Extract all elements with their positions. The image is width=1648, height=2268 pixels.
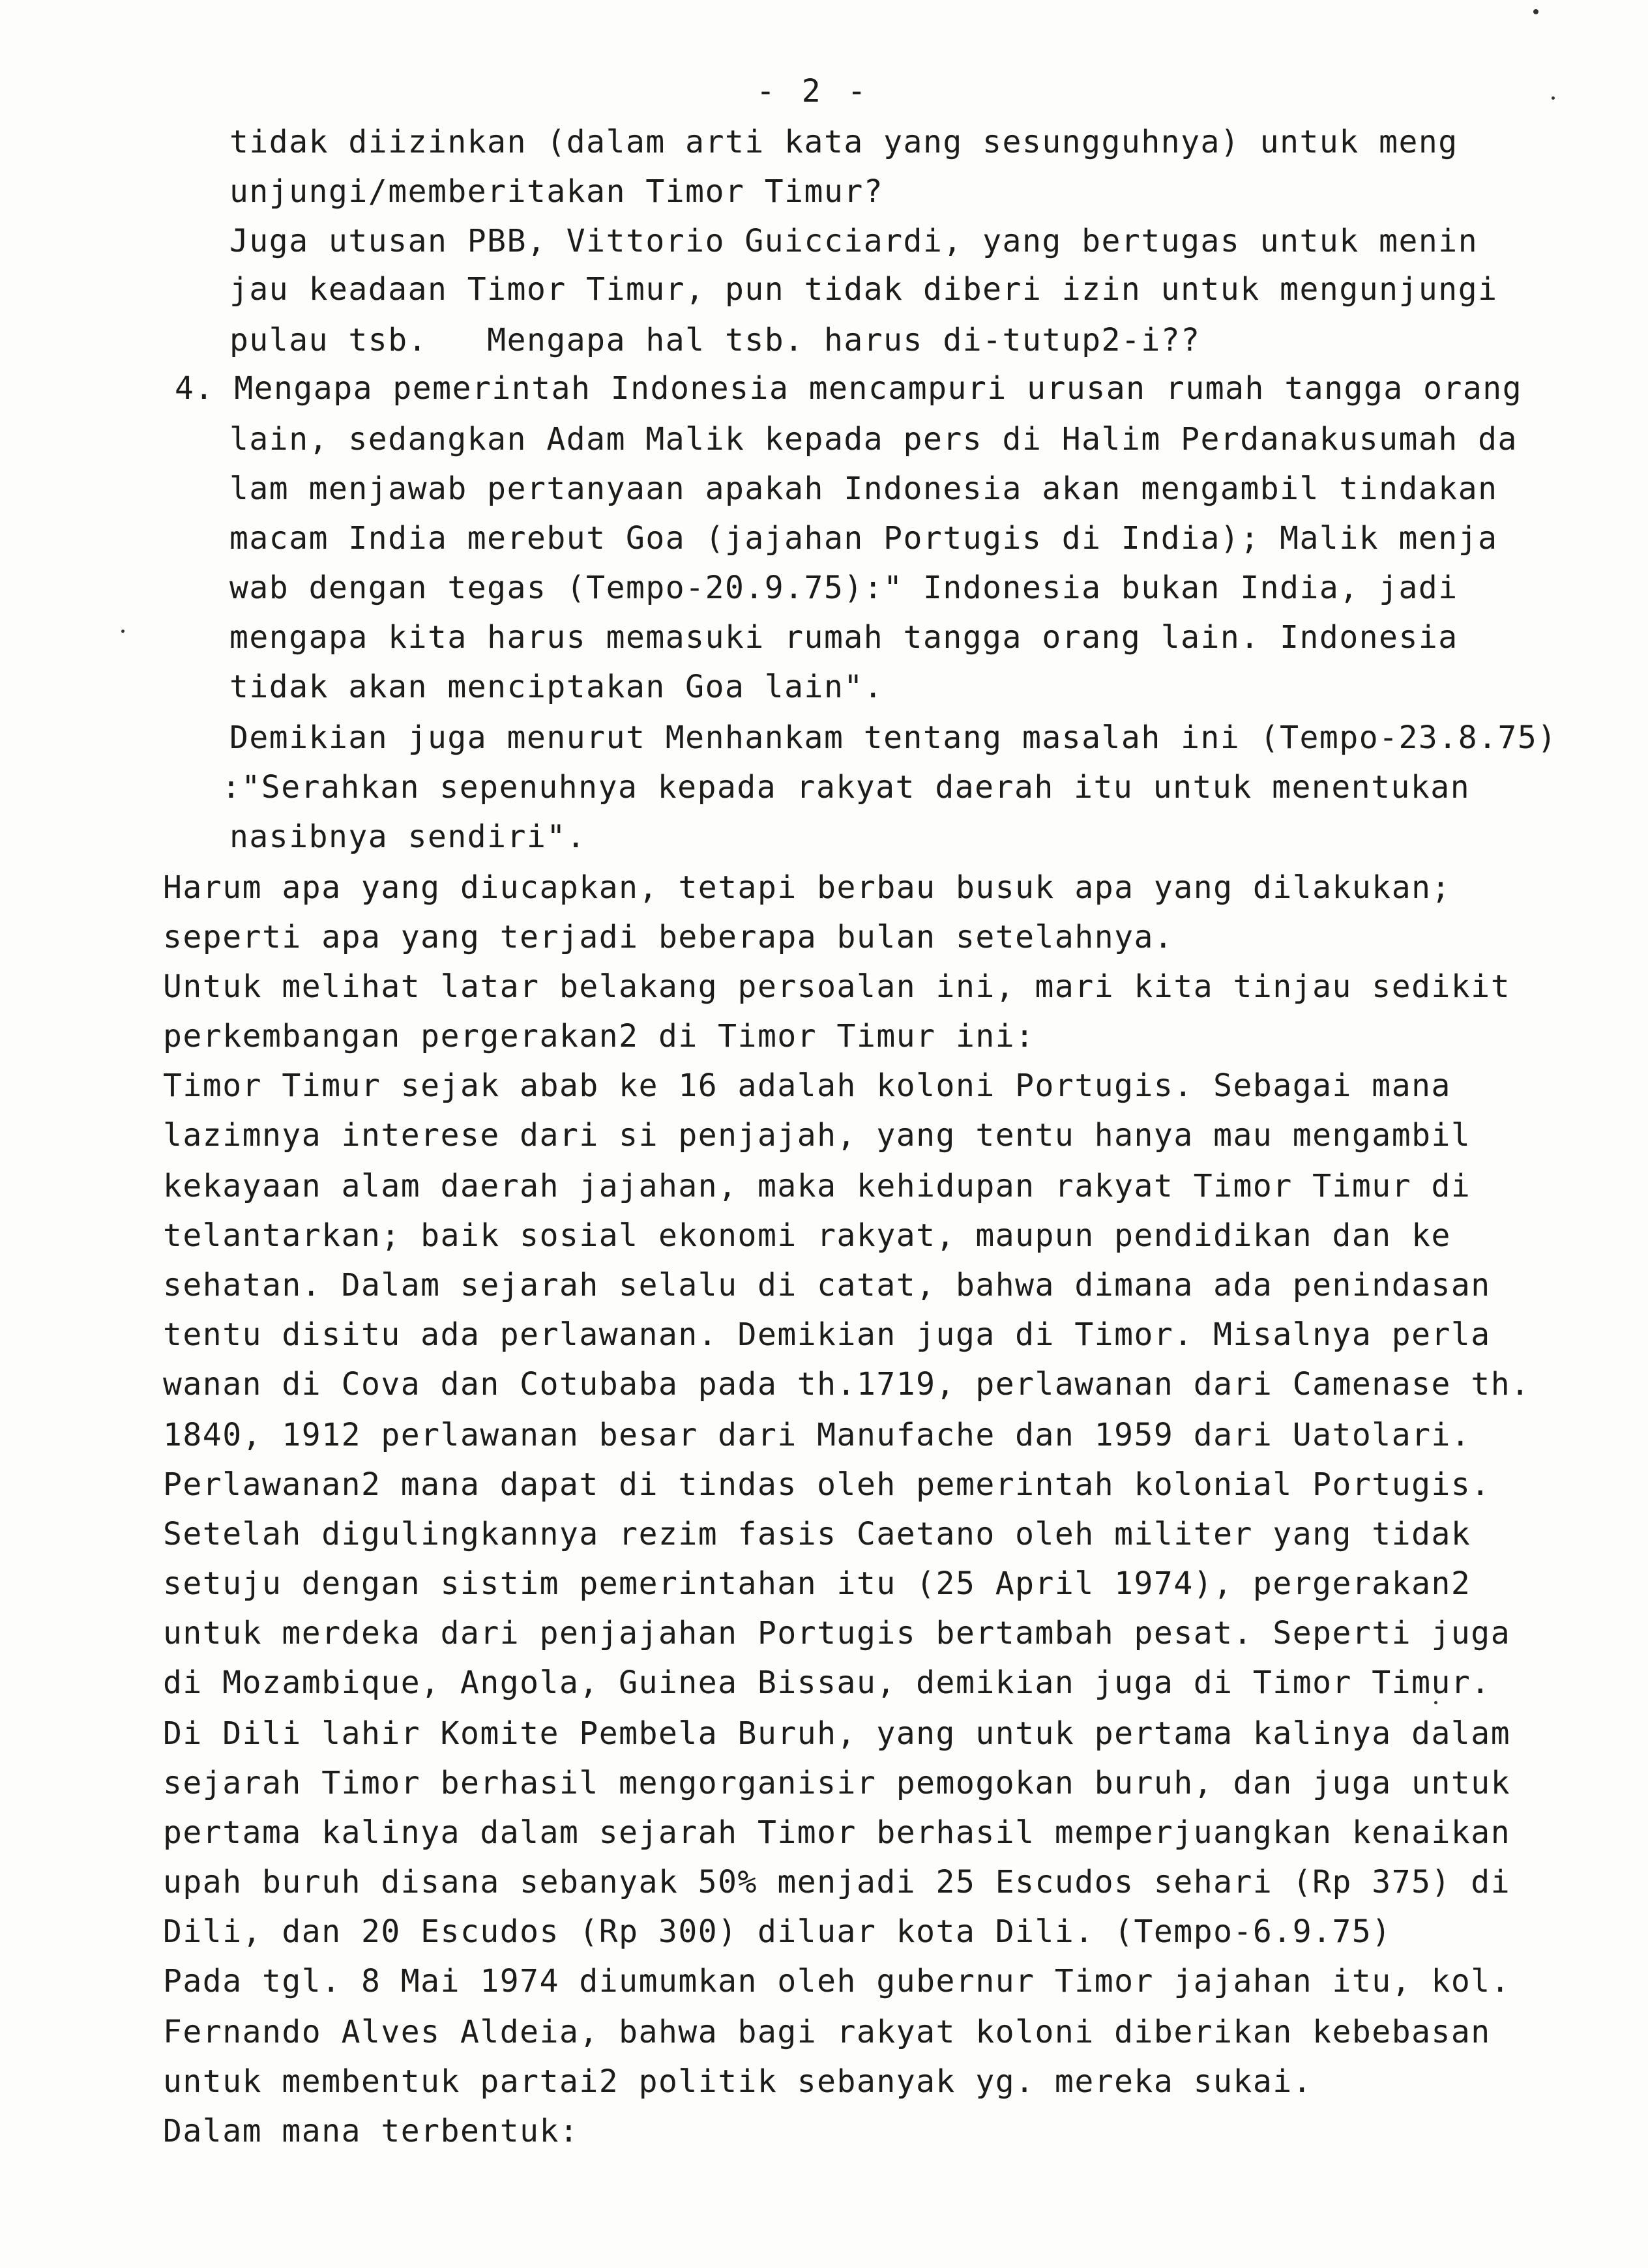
text-line: Setelah digulingkannya rezim fasis Caetano oleh militer yang tidak xyxy=(163,1516,1471,1552)
scan-speck xyxy=(121,630,125,633)
text-line: nasibnya sendiri". xyxy=(229,819,587,855)
text-line: lam menjawab pertanyaan apakah Indonesia akan mengambil tindakan xyxy=(229,471,1498,507)
text-line: telantarkan; baik sosial ekonomi rakyat, maupun pendidikan dan ke xyxy=(163,1217,1451,1254)
text-line: :"Serahkan sepenuhnya kepada rakyat daerah itu untuk menentukan xyxy=(222,769,1471,806)
text-line: tidak akan menciptakan Goa lain". xyxy=(229,669,884,705)
scan-speck xyxy=(1533,9,1538,14)
text-line: Di Dili lahir Komite Pembela Buruh, yang untuk pertama kalinya dalam xyxy=(163,1715,1511,1752)
text-line: tidak diizinkan (dalam arti kata yang sesungguhnya) untuk meng xyxy=(229,124,1458,160)
page-number: - 2 - xyxy=(756,73,870,109)
text-line: sejarah Timor berhasil mengorganisir pemogokan buruh, dan juga untuk xyxy=(163,1765,1511,1801)
text-line: Untuk melihat latar belakang persoalan ini, mari kita tinjau sedikit xyxy=(163,968,1511,1005)
text-line: di Mozambique, Angola, Guinea Bissau, demikian juga di Timor Timur. xyxy=(163,1665,1491,1701)
scan-speck xyxy=(1552,96,1555,100)
text-line: 4. Mengapa pemerintah Indonesia mencampuri urusan rumah tangga orang xyxy=(175,370,1523,407)
text-line: jau keadaan Timor Timur, pun tidak diberi izin untuk mengunjungi xyxy=(229,271,1498,308)
text-line: Perlawanan2 mana dapat di tindas oleh pemerintah kolonial Portugis. xyxy=(163,1466,1491,1503)
text-line: untuk membentuk partai2 politik sebanyak yg. mereka sukai. xyxy=(163,2063,1313,2100)
text-line: perkembangan pergerakan2 di Timor Timur ini: xyxy=(163,1018,1035,1054)
text-line: pertama kalinya dalam sejarah Timor berhasil memperjuangkan kenaikan xyxy=(163,1814,1511,1851)
text-line: wanan di Cova dan Cotubaba pada th.1719, perlawanan dari Camenase th. xyxy=(163,1366,1531,1403)
text-line: sehatan. Dalam sejarah selalu di catat, bahwa dimana ada penindasan xyxy=(163,1267,1491,1303)
text-line: untuk merdeka dari penjajahan Portugis bertambah pesat. Seperti juga xyxy=(163,1615,1511,1651)
text-line: lain, sedangkan Adam Malik kepada pers di Halim Perdanakusumah da xyxy=(229,421,1518,458)
scan-speck xyxy=(1434,1701,1437,1704)
text-line: setuju dengan sistim pemerintahan itu (25 April 1974), pergerakan2 xyxy=(163,1565,1471,1602)
text-line: pulau tsb. Mengapa hal tsb. harus di-tutup2-i?? xyxy=(229,322,1201,358)
text-line: tentu disitu ada perlawanan. Demikian juga di Timor. Misalnya perla xyxy=(163,1316,1491,1353)
text-line: 1840, 1912 perlawanan besar dari Manufache dan 1959 dari Uatolari. xyxy=(163,1417,1471,1453)
text-line: Pada tgl. 8 Mai 1974 diumumkan oleh gubernur Timor jajahan itu, kol. xyxy=(163,1963,1511,1999)
text-line: seperti apa yang terjadi beberapa bulan setelahnya. xyxy=(163,919,1174,955)
text-line: lazimnya interese dari si penjajah, yang tentu hanya mau mengambil xyxy=(163,1117,1471,1154)
text-line: Juga utusan PBB, Vittorio Guicciardi, yang bertugas untuk menin xyxy=(229,223,1479,259)
text-line: wab dengan tegas (Tempo-20.9.75):" Indonesia bukan India, jadi xyxy=(229,570,1458,606)
text-line: macam India merebut Goa (jajahan Portugis di India); Malik menja xyxy=(229,520,1498,557)
text-line: Demikian juga menurut Menhankam tentang masalah ini (Tempo-23.8.75) xyxy=(229,720,1557,756)
text-line: Harum apa yang diucapkan, tetapi berbau busuk apa yang dilakukan; xyxy=(163,869,1451,906)
text-line: kekayaan alam daerah jajahan, maka kehidupan rakyat Timor Timur di xyxy=(163,1168,1471,1204)
text-line: Dili, dan 20 Escudos (Rp 300) diluar kota Dili. (Tempo-6.9.75) xyxy=(163,1913,1392,1950)
text-line: Timor Timur sejak abab ke 16 adalah koloni Portugis. Sebagai mana xyxy=(163,1068,1451,1104)
text-line: Dalam mana terbentuk: xyxy=(163,2113,580,2149)
text-line: upah buruh disana sebanyak 50% menjadi 25 Escudos sehari (Rp 375) di xyxy=(163,1864,1511,1900)
text-line: unjungi/memberitakan Timor Timur? xyxy=(229,173,884,210)
text-line: Fernando Alves Aldeia, bahwa bagi rakyat koloni diberikan kebebasan xyxy=(163,2014,1491,2050)
text-line: mengapa kita harus memasuki rumah tangga orang lain. Indonesia xyxy=(229,619,1458,656)
